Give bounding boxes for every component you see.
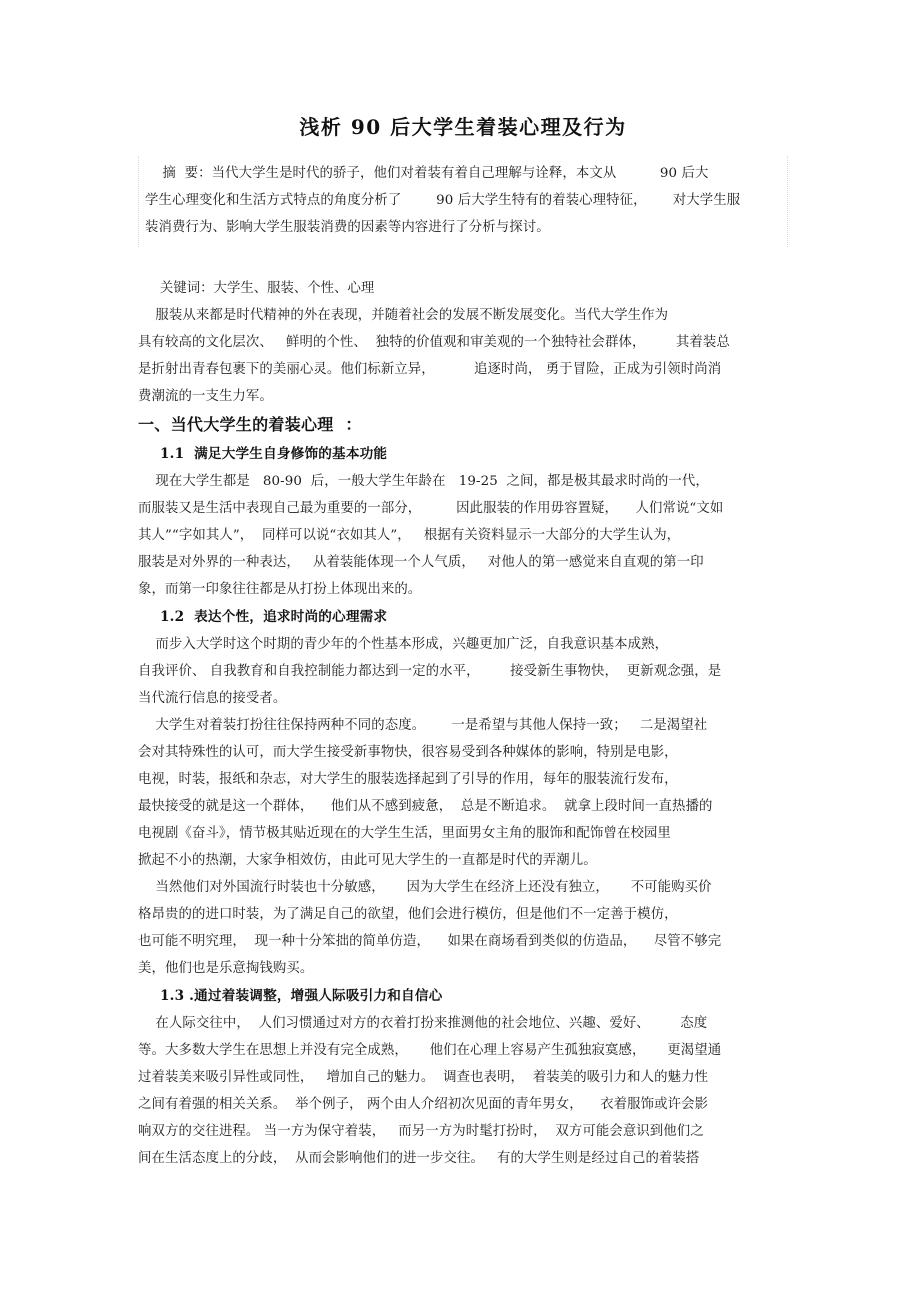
abstract-box	[138, 156, 788, 247]
intro-paragraph	[138, 302, 788, 410]
body-line: 电视剧《奋斗》，情节极其贴近现在的大学生生活，里面男女主角的服饰和配饰曾在校园里	[138, 826, 671, 841]
body-line: 是折射出青春包裹下的美丽心灵。他们标新立异， 追逐时尚， 勇于冒险，正成为引领时尚消	[138, 362, 722, 377]
body-line: 美，他们也是乐意掏钱购买。	[138, 961, 314, 976]
body-line: 也可能不明究理， 现一种十分笨拙的简单仿造， 如果在商场看到类似的仿造品， 尽管不够完	[138, 934, 722, 949]
subsection-1-2-paragraph-1	[138, 631, 788, 712]
abstract-line: 摘 要：当代大学生是时代的骄子，他们对着装有着自己理解与诠释，本文从 90 后大	[145, 166, 709, 181]
body-line: 在人际交往中， 人们习惯通过对方的衣着打扮来推测他的社会地位、兴趣、爱好、 态度	[138, 1016, 708, 1031]
body-line: 间在生活态度上的分歧， 从而会影响他们的进一步交往。 有的大学生则是经过自己的着装搭	[138, 1151, 700, 1166]
spacer	[138, 247, 788, 275]
subsection-heading-1-1: 1.1 满足大学生自身修饰的基本功能	[160, 446, 388, 462]
body-line: 掀起不小的热潮，大家争相效仿，由此可见大学生的一直都是时代的弄潮儿。	[138, 853, 597, 868]
subsection-1-1-paragraph	[138, 468, 788, 603]
body-line: 费潮流的一支生力军。	[138, 389, 273, 404]
abstract-line: 学生心理变化和生活方式特点的角度分析了 90 后大学生特有的着装心理特征， 对大学生服	[145, 193, 741, 208]
keywords-line: 关键词：大学生、服装、个性、心理	[160, 281, 375, 296]
body-line: 服装从来都是时代精神的外在表现，并随着社会的发展不断发展变化。当代大学生作为	[138, 308, 669, 323]
body-line: 格昂贵的的进口时装，为了满足自己的欲望，他们会进行模仿，但是他们不一定善于模仿，	[138, 907, 678, 922]
body-line: 自我评价、 自我教育和自我控制能力都达到一定的水平， 接受新生事物快， 更新观念强，是	[138, 664, 722, 679]
body-line: 电视，时装，报纸和杂志，对大学生的服装选择起到了引导的作用，每年的服装流行发布，	[138, 772, 678, 787]
body-line: 之间有着强的相关关系。 举个例子， 两个由人介绍初次见面的青年男女， 衣着服饰或许会影	[138, 1097, 709, 1112]
subsection-heading-1-3: 1.3 .通过着装调整，增强人际吸引力和自信心	[160, 988, 443, 1004]
body-line: 响双方的交往进程。 当一方为保守着装， 而另一方为时髦打扮时， 双方可能会意识到他们之	[138, 1124, 704, 1139]
body-line: 当然他们对外国流行时装也十分敏感， 因为大学生在经济上还没有独立， 不可能购买价	[138, 880, 712, 895]
body-line: 大学生对着装打扮往往保持两种不同的态度。 一是希望与其他人保持一致； 二是渴望社	[138, 718, 708, 733]
abstract-line: 装消费行为、影响大学生服装消费的因素等内容进行了分析与探讨。	[145, 220, 550, 235]
body-line: 而服装又是生活中表现自己最为重要的一部分， 因此服装的作用毋容置疑， 人们常说“文如	[138, 501, 724, 516]
body-line: 服装是对外界的一种表达， 从着装能体现一个人气质， 对他人的第一感觉来自直观的第一印	[138, 555, 704, 570]
body-line: 具有较高的文化层次、 鲜明的个性、 独特的价值观和审美观的一个独特社会群体， 其着装总	[138, 335, 730, 350]
document-content	[138, 0, 788, 1172]
subsection-heading-1-2: 1.2 表达个性，追求时尚的心理需求	[160, 609, 388, 625]
body-line: 而步入大学时这个时期的青少年的个性基本形成，兴趣更加广泛，自我意识基本成熟，	[138, 637, 669, 652]
section-heading-1: 一、当代大学生的着装心理 ：	[138, 415, 362, 434]
body-line: 最快接受的就是这一个群体， 他们从不感到疲惫， 总是不断追求。 就拿上段时间一直热播的	[138, 799, 713, 814]
body-line: 象，而第一印象往往都是从打扮上体现出来的。	[138, 582, 422, 597]
body-line: 其人”“字如其人”， 同样可以说“衣如其人”， 根据有关资料显示一大部分的大学生认为，	[138, 528, 681, 543]
subsection-1-2-paragraph-2	[138, 712, 788, 874]
body-line: 现在大学生都是 80-90 后，一般大学生年龄在 19-25 之间，都是极其最求时尚的一代，	[138, 474, 709, 489]
body-line: 过着装美来吸引异性或同性， 增加自己的魅力。 调查也表明， 着装美的吸引力和人的魅力性	[138, 1070, 709, 1085]
body-line: 当代流行信息的接受者。	[138, 691, 287, 706]
page-title: 浅析 90 后大学生着装心理及行为	[299, 115, 627, 139]
subsection-1-2-paragraph-3	[138, 874, 788, 982]
body-line: 等。大多数大学生在思想上并没有完全成熟， 他们在心理上容易产生孤独寂寞感， 更渴望通	[138, 1043, 722, 1058]
subsection-1-3-paragraph	[138, 1010, 788, 1172]
body-line: 会对其特殊性的认可，而大学生接受新事物快，很容易受到各种媒体的影响，特别是电影，	[138, 745, 678, 760]
